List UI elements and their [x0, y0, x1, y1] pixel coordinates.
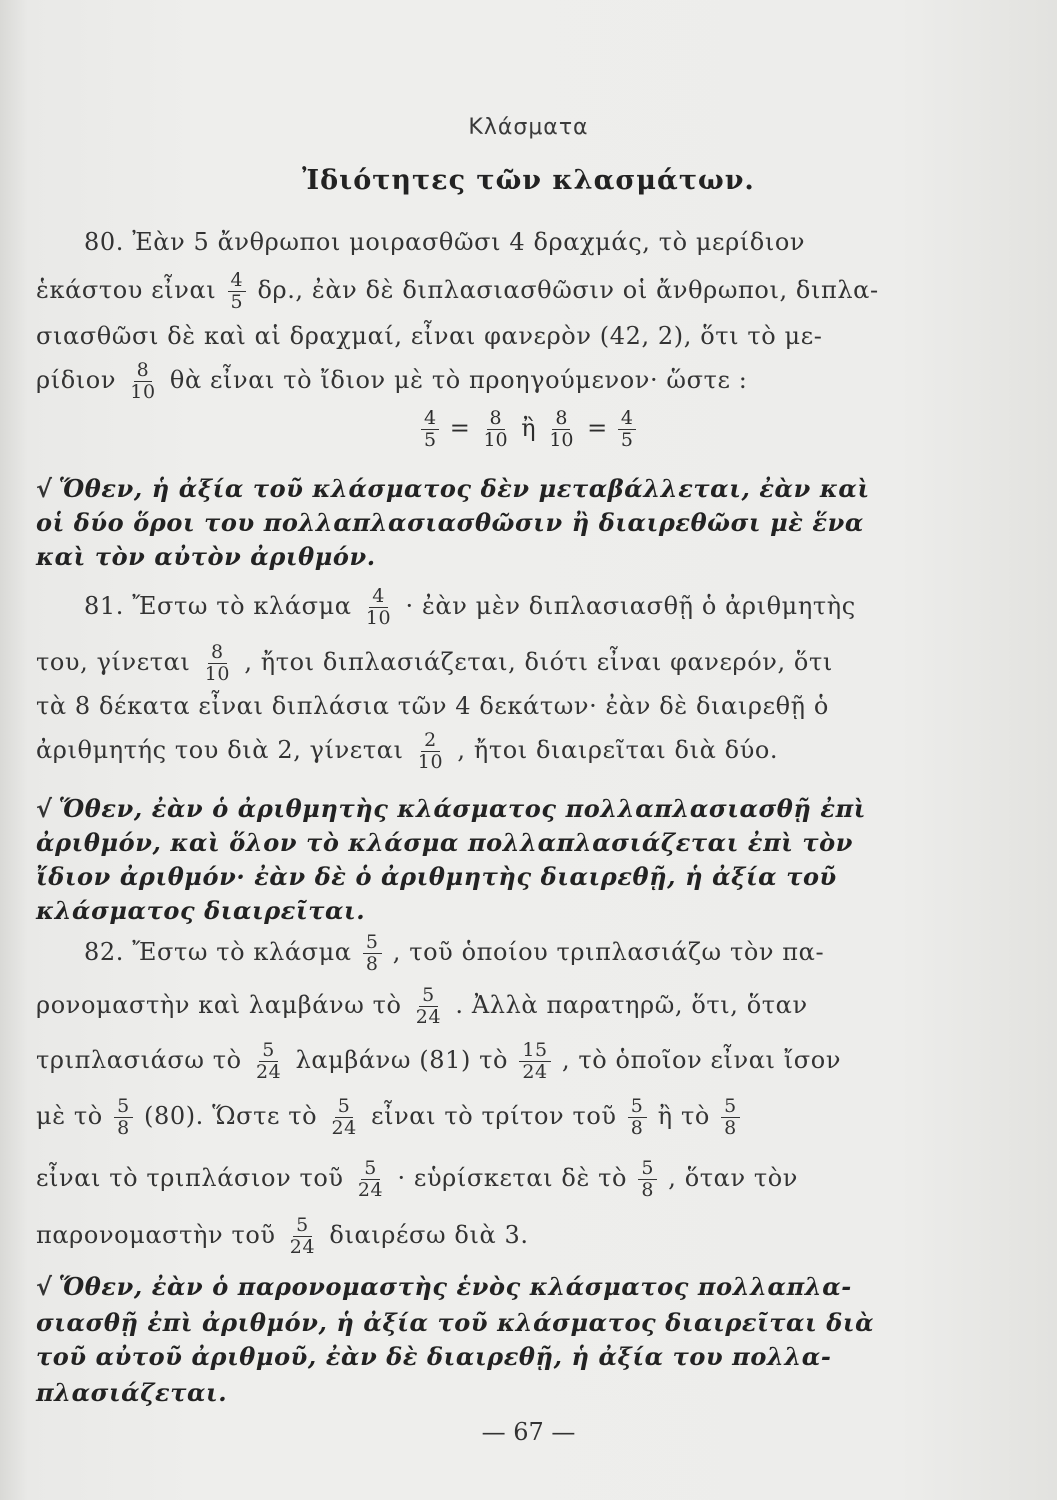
s81-rule-2: ἀριθμόν, καὶ ὅλον τὸ κλάσμα πολλαπλασιάζεται ἐπὶ τὸν	[36, 828, 854, 857]
denominator: 5	[230, 291, 244, 313]
fraction	[638, 1158, 657, 1201]
denominator: 8	[641, 1179, 655, 1201]
s82-line-4	[36, 1096, 1021, 1139]
fraction	[253, 1040, 284, 1083]
s81-text-1b: · ἐὰν μὲν διπλασιασθῇ ὁ ἀριθμητὴς	[405, 592, 856, 620]
equals-sign: =	[587, 414, 608, 442]
numerator: 5	[259, 1040, 278, 1062]
fraction	[228, 270, 247, 313]
s82-text-5b: · εὑρίσκεται δὲ τὸ	[397, 1164, 628, 1192]
numerator: 5	[361, 1158, 380, 1180]
s82-text-3a: τριπλασιάσω τὸ	[36, 1046, 242, 1074]
fraction	[628, 1096, 647, 1139]
numerator: 8	[208, 642, 227, 664]
check-mark-icon: √	[36, 1273, 53, 1301]
fraction	[287, 1215, 318, 1258]
s82-line-5	[36, 1158, 1021, 1201]
denominator: 24	[289, 1236, 316, 1258]
numerator: 5	[419, 985, 438, 1007]
equals-sign: =	[449, 414, 470, 442]
numerator: 4	[421, 408, 439, 430]
s82-text-4a: μὲ τὸ	[36, 1102, 103, 1130]
s81-text-4a: ἀριθμητής του διὰ 2, γίνεται	[36, 736, 404, 764]
s80-rule-text-1: Ὅθεν, ἡ ἀξία τοῦ κλάσματος δὲν μεταβάλλεται, ἐὰν καὶ	[58, 474, 870, 503]
s82-line-3	[36, 1040, 1021, 1083]
numerator: 8	[552, 408, 570, 430]
equation	[0, 408, 1057, 451]
fraction	[546, 408, 576, 451]
s82-rule-2: σιασθῇ ἐπὶ ἀριθμόν, ἡ ἀξία τοῦ κλάσματος διαιρεῖται διὰ	[36, 1308, 875, 1337]
s81-text-1a: 81. Ἔστω τὸ κλάσμα	[84, 592, 352, 620]
s80-line-2	[36, 270, 1021, 313]
fraction	[618, 408, 636, 451]
s81-text-2b: , ἤτοι διπλασιάζεται, διότι εἶναι φανερόν, ὅτι	[244, 648, 833, 676]
denominator: 10	[130, 381, 156, 403]
denominator: 10	[549, 429, 574, 451]
check-mark-icon: √	[36, 475, 53, 503]
s82-line-2	[36, 985, 1021, 1028]
numerator: 4	[369, 586, 388, 608]
numerator: 5	[628, 1096, 647, 1118]
s82-text-3c: , τὸ ὁποῖον εἶναι ἴσον	[561, 1046, 842, 1074]
s81-line-2	[36, 642, 1021, 685]
s80-line-3: σιασθῶσι δὲ καὶ αἱ δραχμαί, εἶναι φανερὸν (42, 2), ὅτι τὸ με-	[36, 322, 823, 350]
denominator: 10	[365, 607, 392, 629]
running-header: Κλάσματα	[468, 115, 589, 140]
s81-line-3: τὰ 8 δέκατα εἶναι διπλάσια τῶν 4 δεκάτων· ἐὰν δὲ διαιρεθῇ ὁ	[36, 692, 829, 720]
s82-text-1a: 82. Ἔστω τὸ κλάσμα	[84, 938, 352, 966]
fraction	[114, 1096, 133, 1139]
denominator: 8	[630, 1117, 644, 1139]
fraction	[480, 408, 510, 451]
denominator: 8	[117, 1117, 130, 1139]
s82-line-1	[36, 932, 1057, 975]
s80-text-2b: δρ., ἐὰν δὲ διπλασιασθῶσιν οἱ ἄνθρωποι, διπλα-	[257, 276, 879, 304]
s80-rule-2: οἱ δύο ὅροι του πολλαπλασιασθῶσιν ἢ διαιρεθῶσι μὲ ἕνα	[36, 508, 864, 537]
s82-text-4b: (80). Ὥστε τὸ	[144, 1102, 318, 1130]
numerator: 5	[363, 932, 382, 954]
check-mark-icon: √	[36, 795, 53, 823]
numerator: 4	[618, 408, 636, 430]
fraction	[127, 360, 158, 403]
s80-text-2a: ἑκάστου εἶναι	[36, 276, 217, 304]
fraction	[363, 932, 382, 975]
s81-rule-4: κλάσματος διαιρεῖται.	[36, 896, 366, 925]
fraction	[202, 642, 233, 685]
denominator: 24	[522, 1061, 548, 1083]
s82-rule-4: πλασιάζεται.	[36, 1378, 228, 1407]
numerator: 5	[114, 1096, 133, 1118]
s81-text-4b: , ἤτοι διαιρεῖται διὰ δύο.	[457, 736, 779, 764]
s82-text-6a: παρονομαστὴν τοῦ	[36, 1221, 276, 1249]
denominator: 10	[483, 429, 508, 451]
s82-text-4c: εἶναι τὸ τρίτον τοῦ	[371, 1102, 617, 1130]
fraction	[415, 730, 446, 773]
fraction	[421, 408, 439, 451]
numerator: 5	[638, 1158, 657, 1180]
s82-text-3b: λαμβάνω (81) τὸ	[295, 1046, 509, 1074]
numerator: 8	[134, 360, 153, 382]
denominator: 24	[255, 1061, 282, 1083]
or-word: ἢ	[521, 414, 536, 442]
fraction	[721, 1096, 740, 1139]
denominator: 8	[724, 1117, 737, 1139]
s81-rule-3: ἴδιον ἀριθμόν· ἐὰν δὲ ὁ ἀριθμητὴς διαιρεθῇ, ἡ ἀξία τοῦ	[36, 862, 837, 891]
s81-text-2a: του, γίνεται	[36, 648, 191, 676]
s82-text-2b: . Ἀλλὰ παρατηρῶ, ὅτι, ὅταν	[455, 991, 808, 1019]
s82-rule-1	[36, 1272, 1021, 1301]
s81-line-1	[36, 586, 1057, 629]
s82-text-6b: διαιρέσω διὰ 3.	[329, 1221, 529, 1249]
s82-rule-3: τοῦ αὐτοῦ ἀριθμοῦ, ἐὰν δὲ διαιρεθῇ, ἡ ἀξία του πολλα-	[36, 1342, 832, 1371]
numerator: 5	[293, 1215, 312, 1237]
denominator: 5	[620, 429, 633, 451]
denominator: 10	[204, 663, 231, 685]
s82-text-5c: , ὅταν τὸν	[668, 1164, 798, 1192]
s81-rule-text-1: Ὅθεν, ἐὰν ὁ ἀριθμητὴς κλάσματος πολλαπλασιασθῇ ἐπὶ	[58, 794, 866, 823]
denominator: 24	[415, 1006, 442, 1028]
s82-text-5a: εἶναι τὸ τριπλάσιον τοῦ	[36, 1164, 344, 1192]
numerator: 15	[519, 1040, 550, 1062]
s80-rule-3: καὶ τὸν αὐτὸν ἀριθμόν.	[36, 542, 376, 571]
s82-text-4d: ἢ τὸ	[657, 1102, 710, 1130]
fraction	[413, 985, 444, 1028]
s81-line-4	[36, 730, 1021, 773]
fraction	[328, 1096, 359, 1139]
s82-text-1b: , τοῦ ὁποίου τριπλασιάζω τὸν πα-	[392, 938, 825, 966]
denominator: 24	[331, 1117, 357, 1139]
denominator: 10	[417, 751, 444, 773]
numerator: 5	[335, 1096, 354, 1118]
numerator: 2	[421, 730, 440, 752]
fraction	[363, 586, 394, 629]
numerator: 4	[228, 270, 247, 292]
denominator: 8	[365, 953, 379, 975]
s80-rule-1	[36, 474, 1021, 503]
fraction	[519, 1040, 550, 1083]
numerator: 5	[721, 1096, 740, 1118]
denominator: 5	[423, 429, 437, 451]
s80-line-1	[36, 228, 1021, 256]
s80-text-1: 80. Ἐὰν 5 ἄνθρωποι μοιρασθῶσι 4 δραχμάς, τὸ μερίδιον	[84, 228, 806, 256]
s82-line-6	[36, 1215, 1021, 1258]
s82-text-2a: ρονομαστὴν καὶ λαμβάνω τὸ	[36, 991, 402, 1019]
s80-line-4	[36, 360, 1021, 403]
numerator: 8	[487, 408, 505, 430]
denominator: 24	[357, 1179, 384, 1201]
s80-text-4b: θὰ εἶναι τὸ ἴδιον μὲ τὸ προηγούμενον· ὥστε :	[169, 366, 748, 394]
page-number: — 67 —	[481, 1418, 576, 1446]
s81-rule-1	[36, 794, 1021, 823]
s80-text-4a: ρίδιον	[36, 366, 117, 394]
fraction	[355, 1158, 386, 1201]
section-title: Ἰδιότητες τῶν κλασμάτων.	[302, 165, 755, 196]
s82-rule-text-1: Ὅθεν, ἐὰν ὁ παρονομαστὴς ἑνὸς κλάσματος πολλαπλα-	[58, 1272, 852, 1301]
